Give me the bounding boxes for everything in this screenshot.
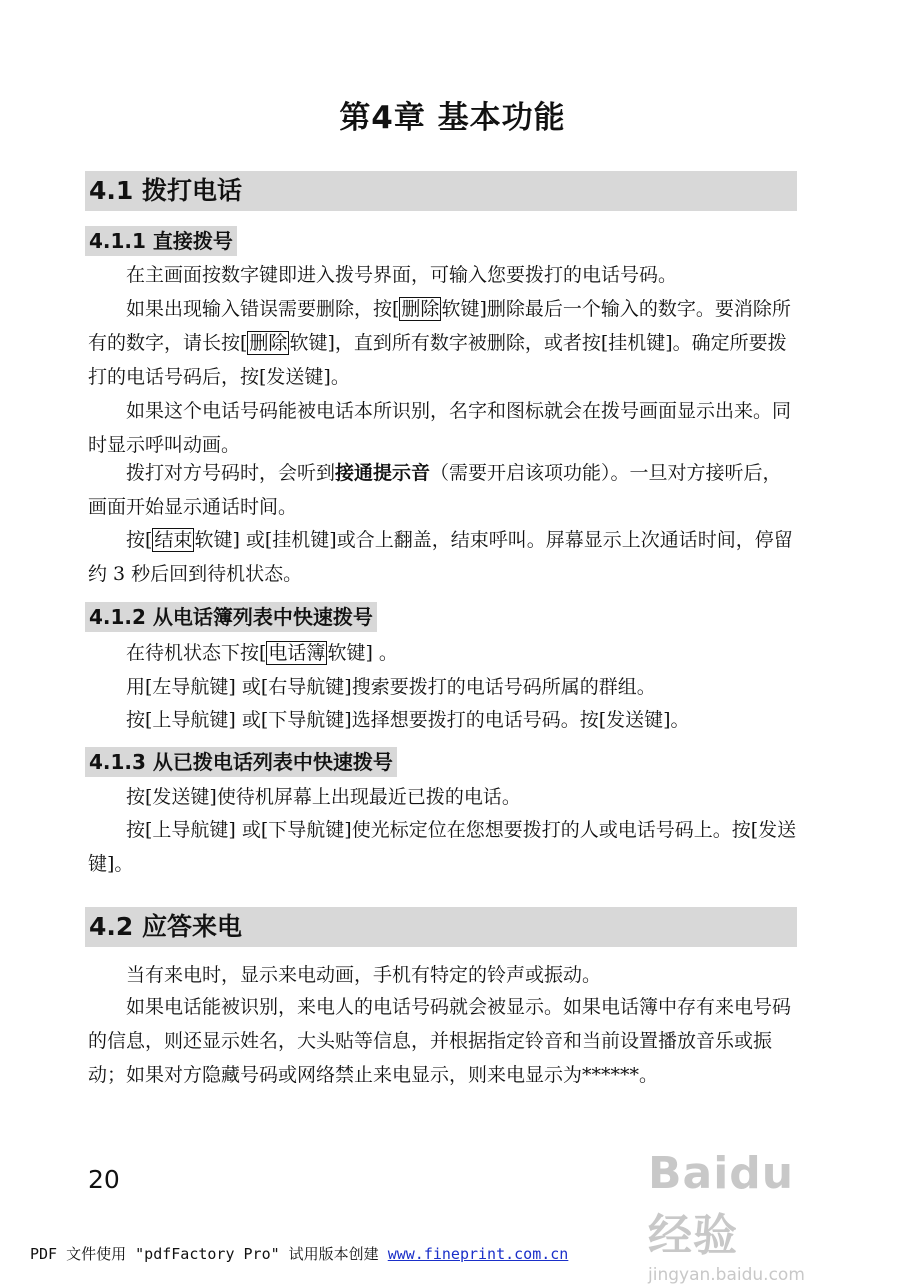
paragraph: 用[左导航键] 或[右导航键]搜索要拨打的电话号码所属的群组。 [126, 676, 656, 698]
text-run: 拨打对方号码时，会听到 [126, 462, 336, 484]
subsection-heading-4-1-1: 4.1.1 直接拨号 [85, 226, 237, 256]
text-run: 软键] 或[挂机键]或合上翻盖，结束呼叫。屏幕显示上次通话时间，停留约 3 秒后回到待机状态。 [88, 529, 793, 585]
text-run: 软键]删除最后一个输入的数字。要消除所有的数字，请长按[ [88, 298, 791, 354]
softkey-label-delete: 删除 [401, 298, 440, 320]
paragraph [88, 523, 798, 591]
footer-text: PDF 文件使用 "pdfFactory Pro" 试用版本创建 [30, 1245, 388, 1263]
watermark-url: jingyan.baidu.com [648, 1265, 805, 1285]
text-run: 在待机状态下按[ [126, 642, 267, 664]
chapter-title: 第4章 基本功能 [339, 100, 566, 136]
paragraph: 按[发送键]使待机屏幕上出现最近已拨的电话。 [126, 786, 521, 808]
text-run: 软键] 。 [327, 642, 398, 664]
softkey-label-end: 结束 [154, 529, 193, 551]
softkey-label-phonebook: 电话簿 [268, 642, 326, 664]
paragraph: 按[上导航键] 或[下导航键]选择想要拨打的电话号码。按[发送键]。 [126, 709, 690, 731]
subsection-heading-4-1-2: 4.1.2 从电话簿列表中快速拨号 [85, 602, 377, 632]
footer-link[interactable]: www.fineprint.com.cn [387, 1245, 569, 1263]
section-heading-4-1: 4.1 拨打电话 [85, 171, 797, 211]
watermark-logo: Baidu 经验 [648, 1148, 795, 1261]
softkey-label-delete: 删除 [249, 332, 288, 354]
paragraph [88, 456, 798, 524]
subsection-heading-4-1-3: 4.1.3 从已拨电话列表中快速拨号 [85, 747, 397, 777]
paragraph: 在主画面按数字键即进入拨号界面，可输入您要拨打的电话号码。 [126, 264, 678, 286]
paragraph [88, 292, 798, 394]
paragraph: 如果电话能被识别，来电人的电话号码就会被显示。如果电话簿中存有来电号码的信息，则还显示姓名，大头贴等信息，并根据指定铃音和当前设置播放音乐或振动；如果对方隐藏号码或网络禁止来电显示，则来电显示为******。 [88, 996, 792, 1086]
baidu-jingyan-watermark [648, 1148, 853, 1285]
pdf-footer [30, 1243, 568, 1264]
paragraph: 当有来电时，显示来电动画，手机有特定的铃声或振动。 [126, 964, 602, 986]
page-number: 20 [88, 1165, 120, 1194]
section-heading-4-2: 4.2 应答来电 [85, 907, 797, 947]
paragraph [88, 636, 798, 670]
text-run: 如果出现输入错误需要删除，按[ [126, 298, 400, 320]
text-run: （需要开启该项功能）。一旦对方接听后，画面开始显示通话时间。 [88, 462, 782, 518]
text-run: 软键]，直到所有数字被删除，或者按[挂机键]。确定所要拨打的电话号码后，按[发送键]。 [88, 332, 787, 388]
text-run: 按[ [126, 529, 153, 551]
paragraph: 如果这个电话号码能被电话本所识别，名字和图标就会在拨号画面显示出来。同时显示呼叫动画。 [88, 400, 792, 456]
paragraph: 按[上导航键] 或[下导航键]使光标定位在您想要拨打的人或电话号码上。按[发送键]。 [88, 819, 797, 875]
bold-term: 接通提示音 [335, 462, 431, 484]
